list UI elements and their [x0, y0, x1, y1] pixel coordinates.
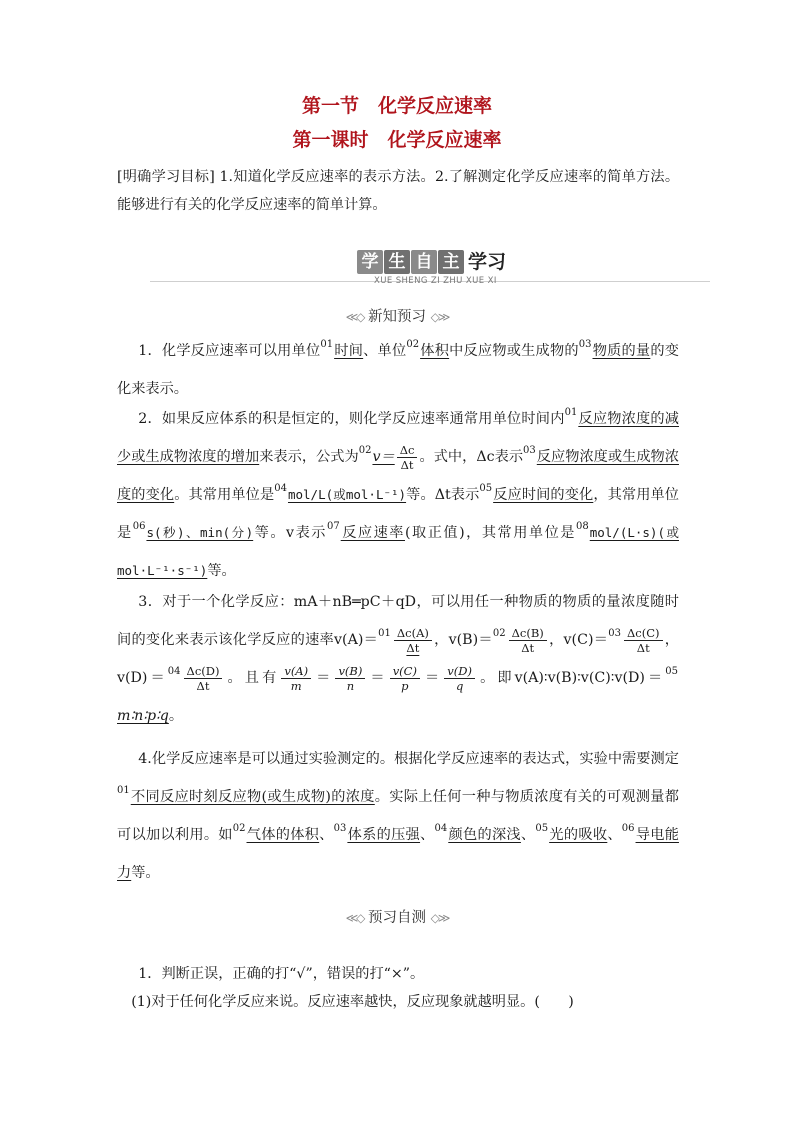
goals-text: 1.知道化学反应速率的表示方法。2.了解测定化学反应速率的简单方法。能够进行有关的化学反应速率的简单计算。	[117, 169, 680, 213]
decor-right-icon: ◇≫	[430, 310, 449, 324]
answer-fraction	[184, 664, 223, 693]
separator: 、	[607, 827, 622, 843]
fraction-numerator: v(D)	[444, 664, 475, 679]
question-1-item-1	[117, 988, 679, 1016]
paragraph-2	[117, 400, 679, 590]
decor-left-icon: ≪◇	[345, 911, 364, 925]
blank-number: 04	[274, 483, 287, 494]
answer-fraction	[509, 626, 547, 655]
blank-number: 05	[479, 483, 493, 494]
answer-text: 反应速率	[340, 525, 405, 541]
learning-goals	[117, 163, 679, 219]
blank-number: 04	[434, 823, 448, 834]
text: 。式中，Δc表示	[419, 449, 524, 465]
text: 3．对于一个化学反应：mA＋nB═pC＋qD，可以用任一种物质的物质的量浓度随时间的变化来表示该化学反应的速率v(A)＝	[117, 594, 679, 648]
blank-number: 04	[167, 666, 181, 677]
student-self-study-banner	[150, 250, 710, 290]
answer-formula: v＝	[372, 449, 395, 465]
text: 等。	[207, 563, 236, 579]
blank-number: 08	[575, 521, 589, 532]
blank-number: 02	[406, 339, 420, 350]
text: ，v(B)＝	[433, 632, 493, 648]
fraction-denominator: m	[290, 678, 302, 693]
blank-number: 03	[333, 823, 347, 834]
answer-fraction	[624, 626, 663, 655]
text: 等。	[131, 865, 160, 881]
fraction-numerator: Δc(A)	[394, 626, 432, 641]
ratio-fraction	[281, 664, 311, 693]
text: 、单位	[363, 343, 407, 359]
text: 。	[168, 708, 184, 724]
answer-text: m∶n∶p∶q	[117, 708, 169, 724]
blank-number: 01	[564, 407, 578, 418]
answer-text: 光的吸收	[549, 827, 608, 843]
paragraph-3	[117, 583, 679, 735]
goals-label: [明确学习目标]	[117, 169, 215, 185]
decor-left-icon: ≪◇	[345, 310, 364, 324]
answer-text: 体积	[420, 343, 450, 359]
text: 中反应物或生成物的	[449, 343, 579, 359]
section-heading-selftest	[0, 906, 794, 927]
paragraph-1	[117, 332, 679, 408]
text: ，其常用单位是	[117, 487, 679, 541]
blank-number: 05	[665, 666, 678, 677]
fraction-denominator: n	[346, 678, 355, 693]
fraction-numerator: Δc(C)	[624, 626, 663, 641]
answer-text: 不同反应时刻反应物(或生成物)的浓度	[130, 789, 375, 805]
blank-number: 02	[358, 445, 372, 456]
blank-number: 01	[117, 785, 130, 796]
text: 的变化来表示。	[117, 343, 679, 397]
fraction-denominator: p	[401, 678, 409, 693]
text: 等。v表示	[253, 525, 327, 541]
fraction-denominator: q	[455, 678, 464, 693]
answer-fraction	[394, 626, 432, 655]
text: ，v(D)＝	[117, 632, 679, 686]
blank-number: 03	[523, 445, 536, 456]
answer-text: 气体的体积	[246, 827, 320, 843]
blank-number: 06	[621, 823, 635, 834]
text: 4.化学反应速率是可以通过实验测定的。根据化学反应速率的表达式，实验中需要测定	[138, 751, 679, 767]
equals-sign: ＝	[421, 670, 443, 686]
text: (取正值)，其常用单位是	[404, 525, 576, 541]
fraction-denominator: Δt	[196, 678, 210, 693]
answer-text: 颜色的深浅	[448, 827, 521, 843]
text: 等。Δt表示	[406, 487, 480, 503]
formula-fraction	[397, 443, 418, 472]
blank-number: 02	[232, 823, 246, 834]
blank-number: 01	[378, 628, 391, 639]
text: 2．如果反应体系的积是恒定的，则化学反应速率通常用单位时间内	[138, 411, 565, 427]
selftest-block	[117, 960, 679, 1016]
equals-sign: ＝	[313, 670, 334, 686]
answer-text: s(秒)、min(分)	[146, 525, 254, 540]
answer-text: mol/(L·s)(或mol·L⁻¹·s⁻¹)	[117, 525, 679, 578]
fraction-numerator: Δc(D)	[184, 664, 223, 679]
blank-number: 03	[608, 628, 621, 639]
fraction-numerator: v(A)	[281, 664, 311, 679]
blank-number: 03	[578, 339, 592, 350]
text: 1．判断正误，正确的打“√”，错误的打“×”。	[138, 966, 425, 982]
answer-text: 导电能力	[117, 827, 679, 881]
answer-text: 反应物浓度的减少或生成物浓度的增加	[117, 411, 679, 465]
banner-box-char: 学	[357, 250, 383, 274]
text: (1)对于任何化学反应来说。反应速率越快，反应现象就越明显。( )	[131, 994, 574, 1010]
banner-title-rest: 学习	[468, 251, 507, 273]
text: 。其常用单位是	[174, 487, 275, 503]
equals-sign: ＝	[367, 670, 388, 686]
blank-number: 06	[132, 521, 146, 532]
banner-box-char: 生	[384, 250, 410, 274]
fraction-numerator: Δc	[397, 443, 418, 458]
banner-box-char: 主	[438, 250, 464, 274]
title-block	[0, 95, 794, 151]
section-heading-preview	[0, 305, 794, 326]
answer-text: 反应物浓度或生成物浓度的变化	[117, 449, 679, 503]
banner-box-char: 自	[411, 250, 437, 274]
answer-text: 体系的压强	[347, 827, 421, 843]
blank-number: 07	[326, 521, 340, 532]
text: 。且有	[224, 670, 280, 686]
text: 。即v(A)∶v(B)∶v(C)∶v(D)＝	[477, 670, 666, 686]
section-heading-text: 新知预习	[368, 309, 426, 325]
answer-text: 时间	[334, 343, 364, 359]
separator: 、	[520, 827, 536, 843]
question-1	[117, 960, 679, 988]
lesson-title: 第一课时 化学反应速率	[292, 129, 502, 151]
text: 。实际上任何一种与物质浓度有关的可观测量都可以加以利用。如	[117, 789, 679, 843]
text: 来表示，公式为	[259, 449, 359, 465]
fraction-numerator: v(C)	[390, 664, 420, 679]
banner-boxed-title	[357, 250, 465, 274]
fraction-numerator: v(B)	[335, 664, 365, 679]
separator: 、	[319, 827, 334, 843]
fraction-numerator: Δc(B)	[509, 626, 547, 641]
fraction-denominator: Δt	[406, 640, 420, 655]
fraction-denominator: Δt	[400, 457, 414, 472]
section-heading-text: 预习自测	[368, 910, 426, 926]
blank-number: 02	[492, 628, 506, 639]
separator: 、	[420, 827, 435, 843]
text: ，v(C)＝	[548, 632, 609, 648]
ratio-fraction	[335, 664, 365, 693]
blank-number: 01	[320, 339, 334, 350]
ratio-fraction	[390, 664, 420, 693]
decor-right-icon: ◇≫	[430, 911, 449, 925]
answer-text: mol/L(或mol·L⁻¹)	[287, 487, 407, 502]
fraction-denominator: Δt	[636, 640, 650, 655]
paragraph-4	[117, 740, 679, 892]
fraction-denominator: Δt	[521, 640, 535, 655]
banner-pinyin: XUE SHENG ZI ZHU XUE XI	[374, 276, 497, 286]
text: 1．化学反应速率可以用单位	[138, 343, 321, 359]
section-title: 第一节 化学反应速率	[301, 95, 492, 117]
answer-text: 物质的量	[592, 343, 651, 359]
answer-text: 反应时间的变化	[493, 487, 594, 503]
blank-number: 05	[535, 823, 549, 834]
ratio-fraction	[444, 664, 475, 693]
